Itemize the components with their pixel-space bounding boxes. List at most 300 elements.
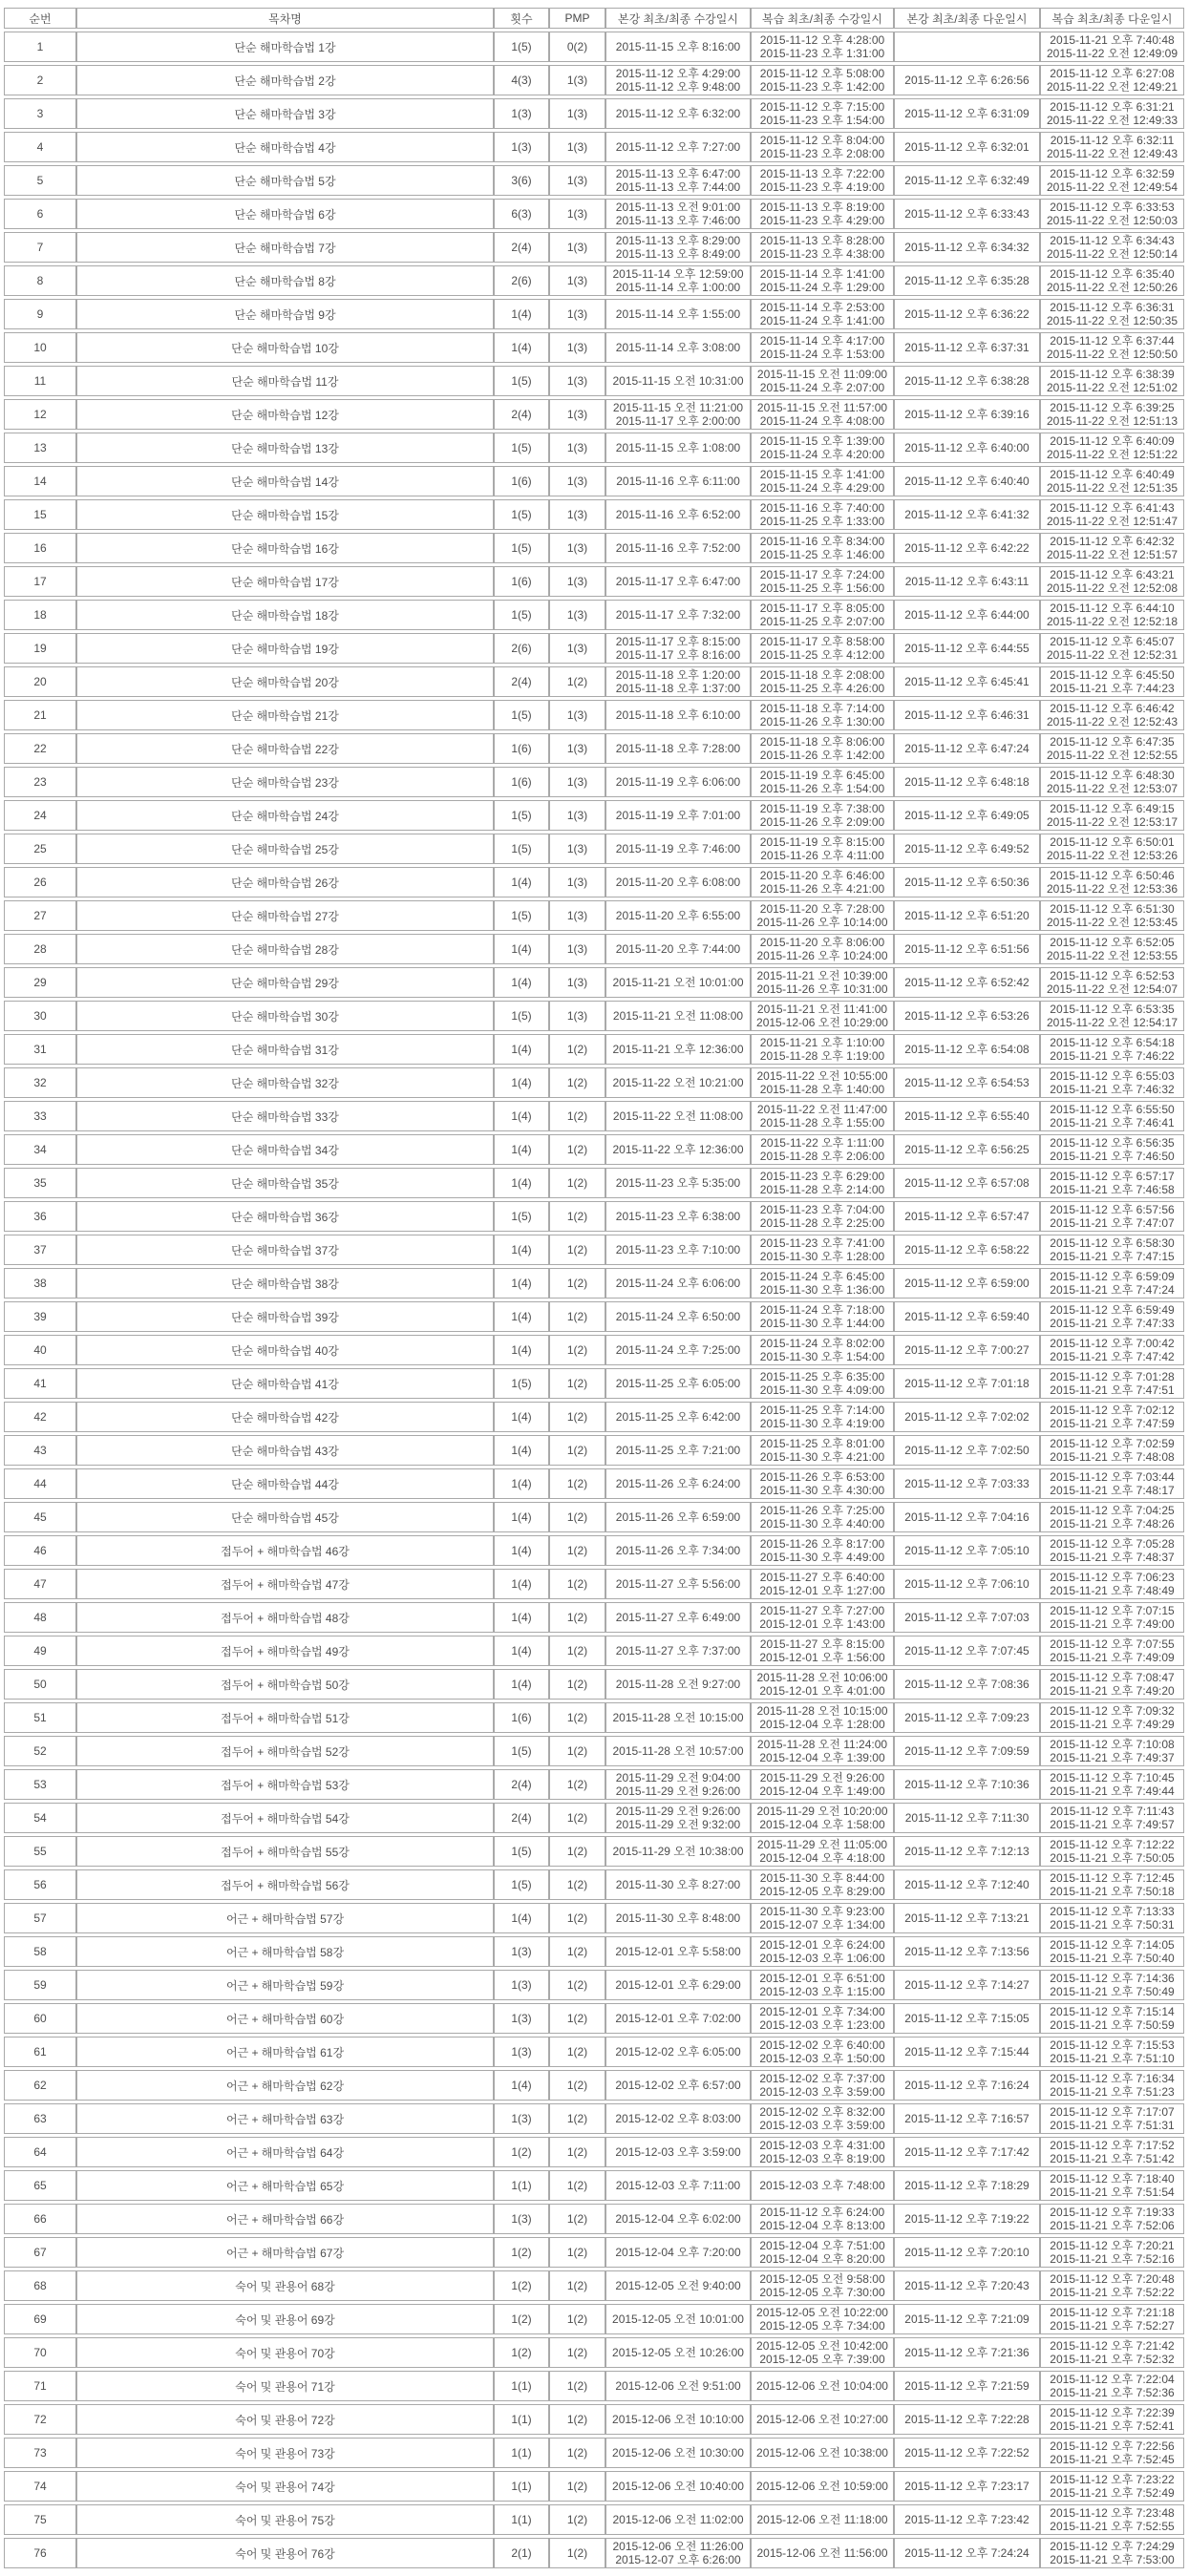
cell-review-view-times (751, 65, 894, 95)
cell-review-view-times (751, 1067, 894, 1098)
cell-pmp: 1(2) (549, 666, 605, 697)
cell-lecture-download-times (894, 299, 1040, 329)
datetime-line: 2015-11-28 오전 11:24:00 (756, 1738, 888, 1751)
cell-lecture-download-times (894, 967, 1040, 998)
datetime-line: 2015-11-12 오후 6:56:25 (904, 1143, 1030, 1156)
cell-seq: 15 (4, 499, 76, 530)
datetime-line: 2015-11-27 오후 6:40:00 (759, 1571, 885, 1584)
cell-lecture-download-times (894, 1435, 1040, 1466)
cell-lesson-name: 숙어 및 관용어 75강 (76, 2504, 494, 2535)
cell-pmp: 1(3) (549, 934, 605, 964)
cell-lesson-name: 단순 해마학습법 3강 (76, 98, 494, 129)
cell-review-download-times (1040, 98, 1184, 129)
cell-view-count: 1(5) (494, 1001, 549, 1031)
cell-seq: 29 (4, 967, 76, 998)
datetime-line: 2015-11-13 오후 7:46:00 (615, 214, 741, 227)
cell-view-count: 1(4) (494, 1067, 549, 1098)
datetime-line: 2015-11-12 오후 6:31:09 (904, 107, 1030, 120)
cell-review-download-times (1040, 1268, 1184, 1299)
cell-lesson-name: 어근 + 해마학습법 59강 (76, 1970, 494, 2000)
cell-pmp: 1(2) (549, 1569, 605, 1599)
datetime-line: 2015-11-30 오후 9:23:00 (759, 1905, 885, 1918)
datetime-line: 2015-11-21 오후 7:46:50 (1050, 1150, 1175, 1163)
datetime-line: 2015-11-30 오후 8:48:00 (615, 1911, 741, 1925)
cell-pmp: 1(3) (549, 867, 605, 897)
cell-review-view-times (751, 1636, 894, 1666)
cell-lecture-view-times (605, 332, 751, 363)
cell-review-download-times (1040, 2371, 1184, 2401)
datetime-line: 2015-11-12 오후 6:52:05 (1050, 936, 1175, 949)
datetime-line: 2015-12-04 오후 6:02:00 (615, 2212, 741, 2226)
datetime-line: 2015-11-27 오후 6:49:00 (615, 1611, 741, 1624)
datetime-line: 2015-11-12 오후 6:36:22 (904, 307, 1030, 321)
datetime-line: 2015-11-21 오후 7:49:37 (1050, 1751, 1175, 1764)
cell-review-download-times (1040, 600, 1184, 630)
datetime-line: 2015-11-16 오후 8:34:00 (759, 535, 885, 548)
datetime-line: 2015-11-12 오후 8:04:00 (759, 134, 885, 147)
datetime-line: 2015-11-12 오후 7:22:52 (904, 2446, 1030, 2460)
datetime-line: 2015-11-12 오후 6:46:42 (1050, 702, 1175, 715)
cell-lesson-name: 접두어 + 해마학습법 54강 (76, 1803, 494, 1833)
datetime-line: 2015-11-24 오후 4:29:00 (759, 481, 885, 495)
cell-pmp: 1(2) (549, 1067, 605, 1098)
datetime-line: 2015-12-03 오후 7:48:00 (759, 2179, 885, 2192)
cell-lecture-download-times (894, 132, 1040, 162)
datetime-line: 2015-11-30 오후 1:44:00 (759, 1317, 885, 1330)
datetime-line: 2015-11-23 오후 7:04:00 (759, 1203, 885, 1216)
datetime-line: 2015-11-12 오후 7:10:45 (1050, 1771, 1175, 1784)
cell-review-view-times (751, 1535, 894, 1566)
cell-pmp: 1(2) (549, 1803, 605, 1833)
cell-lesson-name: 단순 해마학습법 21강 (76, 700, 494, 730)
lecture-progress-table (4, 5, 1184, 2571)
table-row (4, 98, 1184, 129)
datetime-line: 2015-11-12 오후 6:32:11 (1050, 134, 1175, 147)
table-row (4, 1268, 1184, 1299)
datetime-line: 2015-12-07 오후 1:34:00 (759, 1918, 885, 1932)
datetime-line: 2015-11-25 오후 1:33:00 (759, 515, 885, 528)
cell-lesson-name: 숙어 및 관용어 73강 (76, 2438, 494, 2468)
cell-seq: 59 (4, 1970, 76, 2000)
datetime-line: 2015-11-22 오전 11:47:00 (756, 1103, 888, 1116)
datetime-line: 2015-11-12 오후 7:08:47 (1050, 1671, 1175, 1684)
datetime-line: 2015-12-06 오전 11:26:00 (612, 2540, 744, 2553)
table-row (4, 1869, 1184, 1900)
datetime-line: 2015-11-21 오후 7:50:59 (1050, 2018, 1175, 2032)
datetime-line: 2015-11-12 오후 6:42:32 (1050, 535, 1175, 548)
cell-lecture-view-times (605, 834, 751, 864)
cell-view-count: 1(3) (494, 1970, 549, 2000)
header-seq: 순번 (4, 8, 76, 29)
datetime-line: 2015-11-21 오후 7:52:45 (1050, 2453, 1175, 2466)
table-row (4, 566, 1184, 597)
cell-lecture-view-times (605, 1970, 751, 2000)
cell-pmp: 1(2) (549, 1168, 605, 1198)
cell-lesson-name: 숙어 및 관용어 69강 (76, 2304, 494, 2334)
datetime-line: 2015-11-12 오후 7:22:04 (1050, 2373, 1175, 2386)
datetime-line: 2015-11-21 오후 7:50:40 (1050, 1952, 1175, 1965)
cell-lesson-name: 단순 해마학습법 22강 (76, 733, 494, 764)
datetime-line: 2015-11-17 오후 6:47:00 (615, 575, 741, 588)
cell-lecture-download-times (894, 1368, 1040, 1399)
datetime-line: 2015-11-12 오후 6:50:01 (1050, 835, 1175, 849)
datetime-line: 2015-11-12 오후 6:43:21 (1050, 568, 1175, 581)
datetime-line: 2015-11-12 오후 7:23:17 (904, 2480, 1030, 2493)
table-row (4, 399, 1184, 430)
cell-lesson-name: 접두어 + 해마학습법 49강 (76, 1636, 494, 1666)
datetime-line: 2015-11-14 오후 12:59:00 (612, 267, 744, 281)
cell-lesson-name: 단순 해마학습법 20강 (76, 666, 494, 697)
cell-view-count: 1(4) (494, 332, 549, 363)
datetime-line: 2015-12-05 오후 8:29:00 (759, 1885, 885, 1898)
table-row (4, 633, 1184, 664)
cell-lecture-view-times (605, 1602, 751, 1633)
cell-lecture-view-times (605, 1335, 751, 1365)
header-review-view-times: 복습 최초/최종 수강일시 (751, 8, 894, 29)
datetime-line: 2015-11-12 오후 7:12:45 (1050, 1871, 1175, 1885)
table-row (4, 733, 1184, 764)
header-review-download-times: 복습 최초/최종 다운일시 (1040, 8, 1184, 29)
cell-lecture-download-times (894, 1101, 1040, 1131)
datetime-line: 2015-11-25 오후 6:42:00 (615, 1410, 741, 1424)
datetime-line: 2015-11-26 오후 1:54:00 (759, 782, 885, 795)
datetime-line: 2015-11-28 오전 9:27:00 (615, 1678, 741, 1691)
cell-view-count: 1(2) (494, 2337, 549, 2368)
cell-seq: 3 (4, 98, 76, 129)
cell-pmp: 1(3) (549, 165, 605, 196)
cell-review-view-times (751, 600, 894, 630)
datetime-line: 2015-11-30 오후 4:19:00 (759, 1417, 885, 1430)
cell-seq: 66 (4, 2204, 76, 2234)
datetime-line: 2015-11-24 오후 6:06:00 (615, 1277, 741, 1290)
cell-review-view-times (751, 1268, 894, 1299)
cell-lecture-download-times (894, 800, 1040, 831)
cell-lesson-name: 어근 + 해마학습법 62강 (76, 2070, 494, 2101)
cell-review-view-times (751, 533, 894, 563)
cell-lecture-view-times (605, 2170, 751, 2201)
datetime-line: 2015-11-12 오후 6:32:59 (1050, 167, 1175, 180)
cell-pmp: 1(2) (549, 1268, 605, 1299)
datetime-line: 2015-11-12 오후 6:44:10 (1050, 602, 1175, 615)
table-row (4, 1067, 1184, 1098)
cell-view-count: 4(3) (494, 65, 549, 95)
cell-seq: 64 (4, 2137, 76, 2167)
table-row (4, 2003, 1184, 2034)
cell-view-count: 1(2) (494, 2137, 549, 2167)
datetime-line: 2015-11-14 오후 2:53:00 (759, 301, 885, 314)
cell-lesson-name: 단순 해마학습법 18강 (76, 600, 494, 630)
cell-review-view-times (751, 466, 894, 496)
cell-lecture-view-times (605, 1201, 751, 1232)
datetime-line: 2015-11-12 오후 7:22:56 (1050, 2439, 1175, 2453)
datetime-line: 2015-11-12 오후 6:52:42 (904, 976, 1030, 989)
datetime-line: 2015-11-21 오후 7:47:24 (1050, 1283, 1175, 1297)
cell-review-view-times (751, 1669, 894, 1700)
cell-pmp: 1(2) (549, 1869, 605, 1900)
datetime-line: 2015-11-12 오후 6:51:56 (904, 942, 1030, 956)
cell-lecture-view-times (605, 1869, 751, 1900)
datetime-line: 2015-11-12 오후 7:09:59 (904, 1744, 1030, 1758)
cell-seq: 12 (4, 399, 76, 430)
cell-review-download-times (1040, 1034, 1184, 1065)
datetime-line: 2015-11-22 오전 12:54:17 (1046, 1016, 1178, 1029)
datetime-line: 2015-12-01 오후 6:24:00 (759, 1938, 885, 1952)
datetime-line: 2015-11-12 오후 7:11:30 (904, 1811, 1030, 1825)
datetime-line: 2015-11-21 오후 7:52:22 (1050, 2286, 1175, 2299)
cell-lesson-name: 단순 해마학습법 45강 (76, 1502, 494, 1532)
datetime-line: 2015-11-12 오후 6:37:31 (904, 341, 1030, 354)
table-row (4, 1435, 1184, 1466)
cell-lesson-name: 접두어 + 해마학습법 52강 (76, 1736, 494, 1766)
cell-view-count: 1(4) (494, 299, 549, 329)
cell-review-download-times (1040, 2037, 1184, 2067)
cell-review-view-times (751, 1402, 894, 1432)
datetime-line: 2015-11-23 오후 6:38:00 (615, 1210, 741, 1223)
cell-view-count: 1(4) (494, 1435, 549, 1466)
cell-lecture-view-times (605, 165, 751, 196)
datetime-line: 2015-11-12 오후 5:08:00 (759, 67, 885, 80)
table-row (4, 600, 1184, 630)
datetime-line: 2015-11-12 오후 6:44:00 (904, 608, 1030, 622)
datetime-line: 2015-11-21 오후 7:48:17 (1050, 1484, 1175, 1497)
datetime-line: 2015-11-21 오후 7:47:51 (1050, 1383, 1175, 1397)
datetime-line: 2015-11-12 오후 7:20:43 (904, 2279, 1030, 2292)
cell-review-view-times (751, 32, 894, 62)
table-row (4, 1636, 1184, 1666)
cell-pmp: 1(2) (549, 1402, 605, 1432)
cell-lesson-name: 단순 해마학습법 1강 (76, 32, 494, 62)
datetime-line: 2015-11-12 오후 7:17:07 (1050, 2105, 1175, 2119)
table-row (4, 1736, 1184, 1766)
cell-lecture-view-times (605, 1001, 751, 1031)
datetime-line: 2015-12-04 오후 8:13:00 (759, 2219, 885, 2232)
datetime-line: 2015-11-23 오후 1:42:00 (759, 80, 885, 94)
datetime-line: 2015-11-21 오후 7:47:15 (1050, 1250, 1175, 1263)
table-row (4, 1970, 1184, 2000)
cell-pmp: 1(3) (549, 332, 605, 363)
cell-pmp: 1(3) (549, 834, 605, 864)
cell-lecture-view-times (605, 2103, 751, 2134)
datetime-line: 2015-11-26 오후 8:17:00 (759, 1537, 885, 1551)
header-lecture-download-times: 본강 최초/최종 다운일시 (894, 8, 1040, 29)
datetime-line: 2015-11-12 오후 6:49:05 (904, 809, 1030, 822)
cell-pmp: 1(2) (549, 2003, 605, 2034)
datetime-line: 2015-11-30 오후 4:30:00 (759, 1484, 885, 1497)
datetime-line: 2015-11-22 오전 12:49:33 (1046, 114, 1178, 127)
cell-pmp: 1(3) (549, 800, 605, 831)
cell-lecture-view-times (605, 2471, 751, 2502)
cell-review-download-times (1040, 967, 1184, 998)
cell-lecture-view-times (605, 2304, 751, 2334)
cell-seq: 10 (4, 332, 76, 363)
datetime-line: 2015-11-12 오후 6:42:22 (904, 541, 1030, 555)
cell-lecture-view-times (605, 1134, 751, 1165)
datetime-line: 2015-11-28 오전 10:15:00 (756, 1704, 888, 1718)
datetime-line: 2015-11-21 오후 1:10:00 (759, 1036, 885, 1049)
datetime-line: 2015-12-04 오후 1:58:00 (759, 1818, 885, 1831)
cell-seq: 35 (4, 1168, 76, 1198)
datetime-line: 2015-11-25 오후 7:14:00 (759, 1404, 885, 1417)
cell-pmp: 1(2) (549, 1101, 605, 1131)
datetime-line: 2015-11-12 오후 6:38:28 (904, 374, 1030, 388)
datetime-line: 2015-11-22 오전 12:51:22 (1046, 448, 1178, 461)
datetime-line: 2015-11-12 오후 7:15:05 (904, 2012, 1030, 2025)
table-row (4, 1168, 1184, 1198)
cell-pmp: 1(2) (549, 2103, 605, 2134)
datetime-line: 2015-12-06 오전 10:10:00 (612, 2413, 744, 2426)
datetime-line: 2015-11-12 오후 7:14:27 (904, 1978, 1030, 1992)
datetime-line: 2015-11-12 오후 7:10:36 (904, 1778, 1030, 1791)
datetime-line: 2015-11-22 오전 12:50:50 (1046, 348, 1178, 361)
cell-review-download-times (1040, 834, 1184, 864)
cell-lecture-download-times (894, 1067, 1040, 1098)
table-row (4, 1034, 1184, 1065)
cell-lecture-view-times (605, 98, 751, 129)
cell-seq: 49 (4, 1636, 76, 1666)
cell-view-count: 1(5) (494, 900, 549, 931)
cell-review-view-times (751, 332, 894, 363)
cell-lecture-download-times (894, 2204, 1040, 2234)
datetime-line: 2015-11-12 오후 7:14:36 (1050, 1972, 1175, 1985)
cell-review-view-times (751, 1134, 894, 1165)
table-row (4, 2371, 1184, 2401)
cell-lecture-view-times (605, 733, 751, 764)
datetime-line: 2015-11-12 오후 7:09:23 (904, 1711, 1030, 1724)
cell-lecture-download-times (894, 566, 1040, 597)
cell-lecture-view-times (605, 1235, 751, 1265)
datetime-line: 2015-11-12 오후 6:45:07 (1050, 635, 1175, 648)
cell-review-download-times (1040, 934, 1184, 964)
table-row (4, 1569, 1184, 1599)
cell-review-download-times (1040, 1836, 1184, 1867)
cell-seq: 56 (4, 1869, 76, 1900)
datetime-line: 2015-11-19 오후 7:46:00 (615, 842, 741, 855)
cell-lecture-view-times (605, 1268, 751, 1299)
cell-lecture-download-times (894, 2237, 1040, 2268)
cell-lesson-name: 숙어 및 관용어 72강 (76, 2404, 494, 2435)
cell-pmp: 1(2) (549, 1134, 605, 1165)
cell-seq: 33 (4, 1101, 76, 1131)
datetime-line: 2015-11-23 오후 1:54:00 (759, 114, 885, 127)
cell-lecture-view-times (605, 934, 751, 964)
datetime-line: 2015-11-12 오후 7:14:05 (1050, 1938, 1175, 1952)
datetime-line: 2015-11-21 오후 7:51:42 (1050, 2152, 1175, 2165)
datetime-line: 2015-11-12 오후 6:31:21 (1050, 100, 1175, 114)
cell-lesson-name: 단순 해마학습법 10강 (76, 332, 494, 363)
cell-lecture-view-times (605, 800, 751, 831)
table-header (4, 8, 1184, 29)
cell-lecture-download-times (894, 533, 1040, 563)
cell-review-view-times (751, 700, 894, 730)
cell-review-download-times (1040, 1001, 1184, 1031)
cell-lecture-view-times (605, 2337, 751, 2368)
cell-pmp: 1(2) (549, 1502, 605, 1532)
cell-lecture-download-times (894, 165, 1040, 196)
datetime-line: 2015-11-22 오전 12:49:21 (1046, 80, 1178, 94)
datetime-line: 2015-12-02 오후 8:32:00 (759, 2105, 885, 2119)
cell-review-view-times (751, 1869, 894, 1900)
datetime-line: 2015-11-20 오후 7:28:00 (759, 902, 885, 916)
datetime-line: 2015-11-24 오후 7:25:00 (615, 1343, 741, 1357)
cell-lesson-name: 단순 해마학습법 8강 (76, 265, 494, 296)
datetime-line: 2015-11-12 오후 6:47:35 (1050, 735, 1175, 749)
cell-pmp: 1(2) (549, 1235, 605, 1265)
datetime-line: 2015-11-12 오후 7:18:40 (1050, 2172, 1175, 2185)
cell-view-count: 1(3) (494, 2103, 549, 2134)
cell-seq: 60 (4, 2003, 76, 2034)
cell-view-count: 2(6) (494, 265, 549, 296)
cell-lesson-name: 단순 해마학습법 28강 (76, 934, 494, 964)
table-row (4, 700, 1184, 730)
cell-seq: 5 (4, 165, 76, 196)
table-row (4, 2471, 1184, 2502)
cell-lesson-name: 단순 해마학습법 37강 (76, 1235, 494, 1265)
cell-lesson-name: 단순 해마학습법 31강 (76, 1034, 494, 1065)
cell-review-download-times (1040, 1067, 1184, 1098)
datetime-line: 2015-12-02 오후 8:03:00 (615, 2112, 741, 2125)
datetime-line: 2015-11-30 오후 4:09:00 (759, 1383, 885, 1397)
datetime-line: 2015-11-12 오후 7:20:21 (1050, 2239, 1175, 2252)
datetime-line: 2015-12-03 오후 4:31:00 (759, 2139, 885, 2152)
datetime-line: 2015-11-24 오후 8:02:00 (759, 1337, 885, 1350)
cell-view-count: 1(4) (494, 1168, 549, 1198)
cell-lecture-download-times (894, 433, 1040, 463)
cell-seq: 1 (4, 32, 76, 62)
datetime-line: 2015-11-12 오후 7:13:56 (904, 1945, 1030, 1958)
cell-pmp: 1(2) (549, 2304, 605, 2334)
datetime-line: 2015-11-21 오후 7:48:37 (1050, 1551, 1175, 1564)
table-row (4, 2237, 1184, 2268)
cell-review-download-times (1040, 1168, 1184, 1198)
datetime-line: 2015-11-30 오후 1:36:00 (759, 1283, 885, 1297)
datetime-line: 2015-12-01 오후 1:27:00 (759, 1584, 885, 1597)
cell-seq: 54 (4, 1803, 76, 1833)
cell-lecture-download-times (894, 1235, 1040, 1265)
cell-lecture-download-times (894, 2003, 1040, 2034)
datetime-line: 2015-11-12 오후 7:06:10 (904, 1577, 1030, 1591)
cell-seq: 53 (4, 1769, 76, 1800)
cell-review-view-times (751, 199, 894, 229)
cell-pmp: 1(2) (549, 1301, 605, 1332)
table-row (4, 32, 1184, 62)
cell-review-download-times (1040, 1702, 1184, 1733)
cell-pmp: 1(2) (549, 2538, 605, 2568)
cell-lecture-download-times (894, 366, 1040, 396)
cell-view-count: 1(6) (494, 767, 549, 797)
datetime-line: 2015-11-12 오후 7:21:42 (1050, 2339, 1175, 2353)
datetime-line: 2015-12-05 오후 7:39:00 (759, 2353, 885, 2366)
cell-lesson-name: 단순 해마학습법 42강 (76, 1402, 494, 1432)
cell-review-download-times (1040, 32, 1184, 62)
cell-view-count: 1(2) (494, 2270, 549, 2301)
cell-lecture-view-times (605, 900, 751, 931)
datetime-line: 2015-11-12 오후 7:17:42 (904, 2145, 1030, 2159)
cell-lecture-view-times (605, 199, 751, 229)
datetime-line: 2015-11-21 오후 7:52:32 (1050, 2353, 1175, 2366)
datetime-line: 2015-12-01 오후 1:56:00 (759, 1651, 885, 1664)
cell-lesson-name: 단순 해마학습법 43강 (76, 1435, 494, 1466)
cell-view-count: 1(2) (494, 2237, 549, 2268)
datetime-line: 2015-11-12 오후 6:54:08 (904, 1043, 1030, 1056)
datetime-line: 2015-11-13 오후 8:28:00 (759, 234, 885, 247)
datetime-line: 2015-11-12 오후 7:18:29 (904, 2179, 1030, 2192)
table-row (4, 900, 1184, 931)
cell-lecture-view-times (605, 1936, 751, 1967)
cell-lecture-view-times (605, 1702, 751, 1733)
cell-lecture-download-times (894, 2304, 1040, 2334)
cell-review-download-times (1040, 65, 1184, 95)
cell-view-count: 1(4) (494, 2070, 549, 2101)
